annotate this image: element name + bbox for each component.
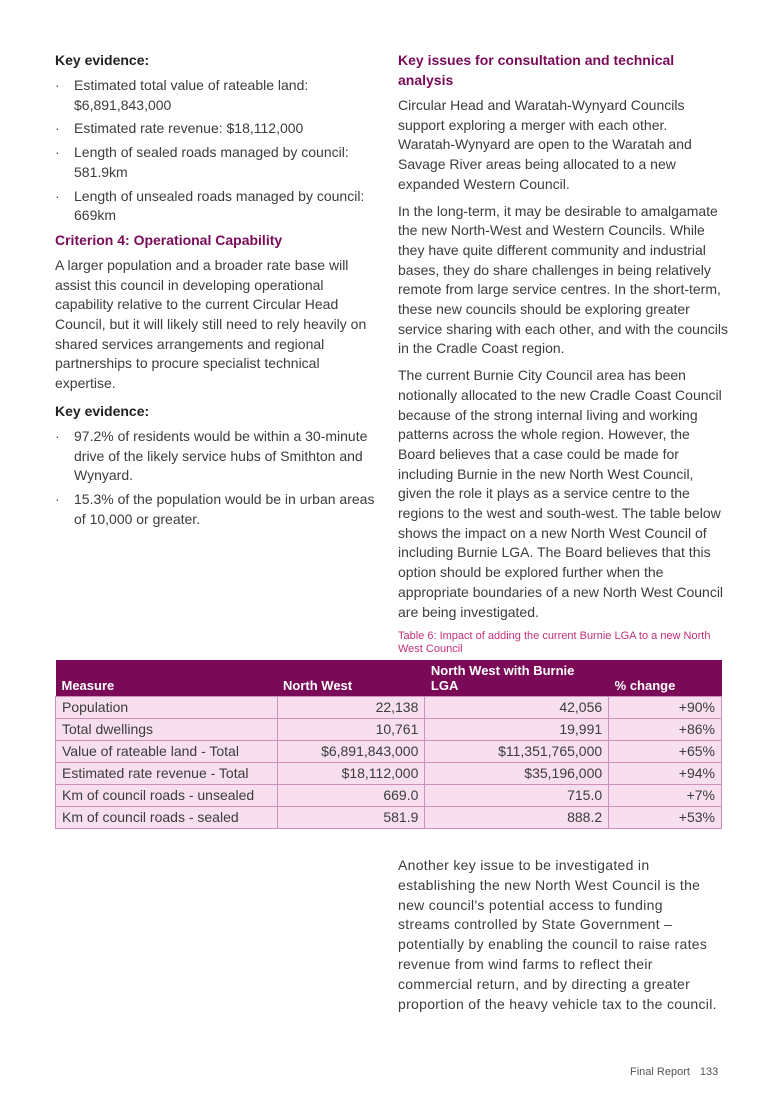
cell-measure: Value of rateable land - Total	[56, 741, 278, 763]
left-column	[55, 50, 383, 533]
cell-north-west: 10,761	[277, 719, 425, 741]
header-north-west: North West	[277, 660, 425, 697]
cell-north-west: 581.9	[277, 807, 425, 829]
key-evidence-heading-1: Key evidence:	[55, 52, 150, 68]
list-item: · 97.2% of residents would be within a 30-minute drive of the likely service hubs of Smithton and Wynyard.	[55, 427, 383, 486]
footer-label: Final Report	[630, 1066, 690, 1078]
cell-north-west-burnie: 19,991	[425, 719, 609, 741]
cell-north-west-burnie: 715.0	[425, 785, 609, 807]
criterion-heading: Criterion 4: Operational Capability	[55, 231, 283, 248]
cell-measure: Population	[56, 697, 278, 719]
table-row	[56, 741, 722, 763]
impact-table	[55, 660, 722, 829]
cell-north-west: $6,891,843,000	[277, 741, 425, 763]
criterion-text: A larger population and a broader rate base will assist this council in developing operational capability relative to the current Circular Head Council, but it will likely still need to rely heavily on shared services arrangements and regional partnerships to procure specialist technical expertise.	[55, 256, 367, 392]
cell-change: +86%	[609, 719, 722, 741]
cell-change: +53%	[609, 807, 722, 829]
cell-north-west: 669.0	[277, 785, 425, 807]
table-row	[56, 697, 722, 719]
header-change: % change	[609, 660, 722, 697]
header-measure: Measure	[56, 660, 278, 697]
page-footer	[630, 1066, 728, 1078]
key-evidence-list-2	[55, 427, 383, 530]
cell-measure: Km of council roads - sealed	[56, 807, 278, 829]
cell-north-west-burnie: $35,196,000	[425, 763, 609, 785]
paragraph: Circular Head and Waratah-Wynyard Councils support exploring a merger with each other. Waratah-Wynyard are open to the Waratah and Savage River areas being allocated to a new expanded Western Council.	[398, 97, 692, 192]
list-item: · Length of unsealed roads managed by council: 669km	[55, 187, 383, 226]
cell-north-west-burnie: 888.2	[425, 807, 609, 829]
page-number: 133	[699, 1066, 719, 1078]
table-row	[56, 785, 722, 807]
cell-measure: Km of council roads - unsealed	[56, 785, 278, 807]
cell-change: +90%	[609, 697, 722, 719]
table-row	[56, 807, 722, 829]
table-header-row	[56, 660, 722, 697]
cell-change: +94%	[609, 763, 722, 785]
key-evidence-list-1	[55, 76, 383, 226]
right-column	[398, 50, 728, 629]
cell-change: +65%	[609, 741, 722, 763]
list-item: · 15.3% of the population would be in urban areas of 10,000 or greater.	[55, 490, 383, 529]
list-item: · Estimated rate revenue: $18,112,000	[55, 119, 383, 139]
cell-change: +7%	[609, 785, 722, 807]
cell-north-west-burnie: 42,056	[425, 697, 609, 719]
cell-measure: Total dwellings	[56, 719, 278, 741]
header-north-west-burnie: North West with Burnie LGA	[425, 660, 609, 697]
key-issues-heading: Key issues for consultation and technical analysis	[398, 52, 675, 88]
cell-measure: Estimated rate revenue - Total	[56, 763, 278, 785]
table-row	[56, 719, 722, 741]
table-row	[56, 763, 722, 785]
list-item: · Estimated total value of rateable land: $6,891,843,000	[55, 76, 383, 115]
table-caption: Table 6: Impact of adding the current Burnie LGA to a new North West Council	[398, 630, 711, 655]
cell-north-west: 22,138	[277, 697, 425, 719]
list-item: · Length of sealed roads managed by council: 581.9km	[55, 143, 383, 182]
cell-north-west: $18,112,000	[277, 763, 425, 785]
key-evidence-heading-2: Key evidence:	[55, 402, 150, 419]
paragraph: In the long-term, it may be desirable to amalgamate the new North-West and Western Councils. While they have quite different community and industrial bases, they do share challenges in being relatively remote from large service centres. In the short-term, these new councils should be exploring greater service sharing with each other, and with the councils in the Cradle Coast region.	[398, 202, 728, 357]
paragraph: The current Burnie City Council area has been notionally allocated to the new Cradle Coast Council because of the strong internal living and working patterns across the whole region. However, the Board believes that a case could be made for including Burnie in the new North West Council, given the role it plays as a service centre to the regions to the west and south-west. The table below shows the impact on a new North West Council of including Burnie LGA. The Board believes that this option should be explored further when the appropriate boundaries of a new North West Council are being investigated.	[398, 367, 724, 620]
cell-north-west-burnie: $11,351,765,000	[425, 741, 609, 763]
funding-paragraph: Another key issue to be investigated in establishing the new North West Council is the new council's potential access to funding streams controlled by State Government – potentially by enabling the council to raise rates revenue from wind farms to reflect their commercial return, and by directing a greater proportion of the heavy vehicle tax to the council.	[398, 857, 717, 1012]
